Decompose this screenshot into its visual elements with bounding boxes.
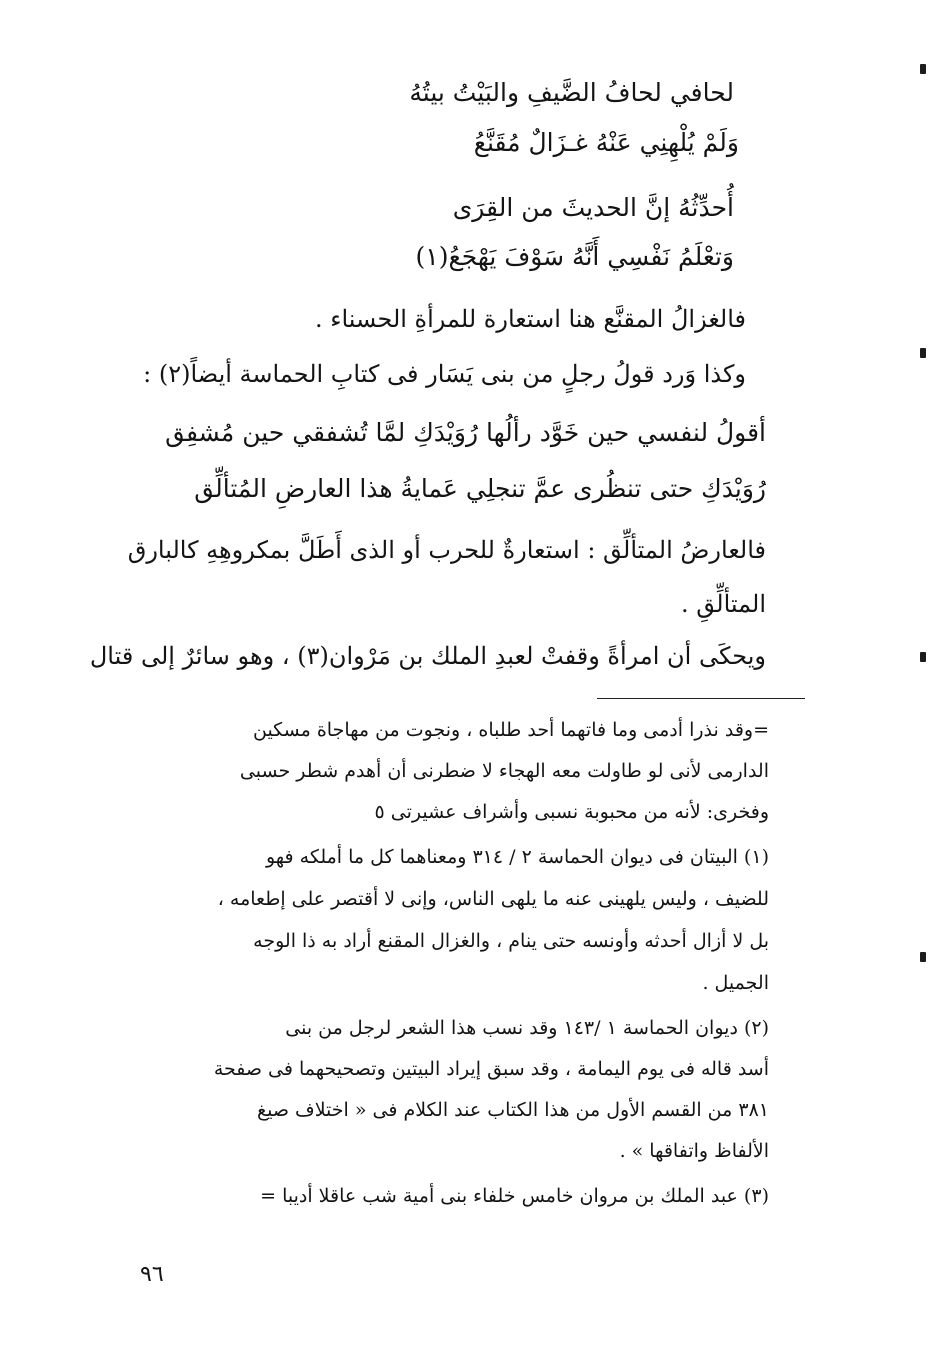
footnote-line: أسد قاله فى يوم اليمامة ، وقد سبق إيراد البيتين وتصحيحهما فى صفحة xyxy=(213,1058,769,1080)
margin-mark xyxy=(920,64,926,74)
footnote-line: (٢) ديوان الحماسة ١ /١٤٣ وقد نسب هذا الشعر لرجل من بنى xyxy=(285,1017,769,1039)
body-paragraph: فالغزالُ المقنَّع هنا استعارة للمرأةِ الحسناء . xyxy=(314,305,746,333)
margin-mark xyxy=(920,952,926,962)
footnote-separator xyxy=(597,698,805,699)
footnote-line: الدارمى لأنى لو طاولت معه الهجاء لا ضطرنى أن أهدم شطر حسبى xyxy=(239,760,769,782)
verse-line: رُوَيْدَكِ حتى تنظُرى عمَّ تنجلِي عَمايةُ هذا العارضِ المُتألِّق xyxy=(194,474,766,503)
footnote-line: =وقد نذرا أدمى وما فاتهما أحد طلباه ، ونجوت من مهاجاة مسكين xyxy=(252,719,769,741)
footnote-line: ٣٨١ من القسم الأول من هذا الكتاب عند الكلام فى « اختلاف صيغ xyxy=(256,1099,769,1121)
footnote-line: وفخرى: لأنه من محبوبة نسبى وأشراف عشيرتى ٥ xyxy=(374,801,769,823)
verse-line: أُحدِّثُهُ إنَّ الحديثَ من القِرَى xyxy=(452,193,734,222)
body-paragraph: وكذا وَرد قولُ رجلٍ من بنى يَسَار فى كتابِ الحماسة أيضاً(٢) : xyxy=(143,360,746,388)
footnote-line: الألفاظ واتفاقها » . xyxy=(619,1140,769,1162)
footnote-line: للضيف ، وليس يلهينى عنه ما يلهى الناس، وإنى لا أقتصر على إطعامه ، xyxy=(217,888,769,910)
body-paragraph: فالعارضُ المتألِّق : استعارةٌ للحرب أو الذى أَطَلَّ بمكروهِهِ كالبارق xyxy=(127,536,766,564)
verse-line: وَتعْلَمُ نَفْسِي أَنَّهُ سَوْفَ يَهْجَعُ(١) xyxy=(415,242,734,271)
verse-line: لحافي لحافُ الضَّيفِ والبَيْتُ بيتُهُ xyxy=(409,78,734,107)
footnote-line: (٣) عبد الملك بن مروان خامس خلفاء بنى أمية شب عاقلا أديبا = xyxy=(260,1185,769,1207)
margin-mark xyxy=(920,652,926,662)
footnote-line: الجميل . xyxy=(702,972,769,994)
page-number: ٩٦ xyxy=(140,1262,164,1287)
verse-line: أقولُ لنفسي حين خَوَّد رألُها رُوَيْدَكِ لمَّا تُشفقي حين مُشفِق xyxy=(165,418,766,447)
margin-mark xyxy=(920,348,926,358)
verse-line: وَلَمْ يُلْهِنِي عَنْهُ غـزَالٌ مُقَنَّعُ xyxy=(473,128,739,157)
body-paragraph: ويحكَى أن امرأةً وقفتْ لعبدِ الملك بن مَرْوان(٣) ، وهو سائرٌ إلى قتال xyxy=(89,642,766,670)
body-paragraph: المتألِّقِ . xyxy=(681,590,766,618)
footnote-line: بل لا أزال أحدثه وأونسه حتى ينام ، والغزال المقنع أراد به ذا الوجه xyxy=(253,930,769,952)
footnote-line: (١) البيتان فى ديوان الحماسة ٢ / ٣١٤ ومعناهما كل ما أملكه فهو xyxy=(265,846,769,868)
